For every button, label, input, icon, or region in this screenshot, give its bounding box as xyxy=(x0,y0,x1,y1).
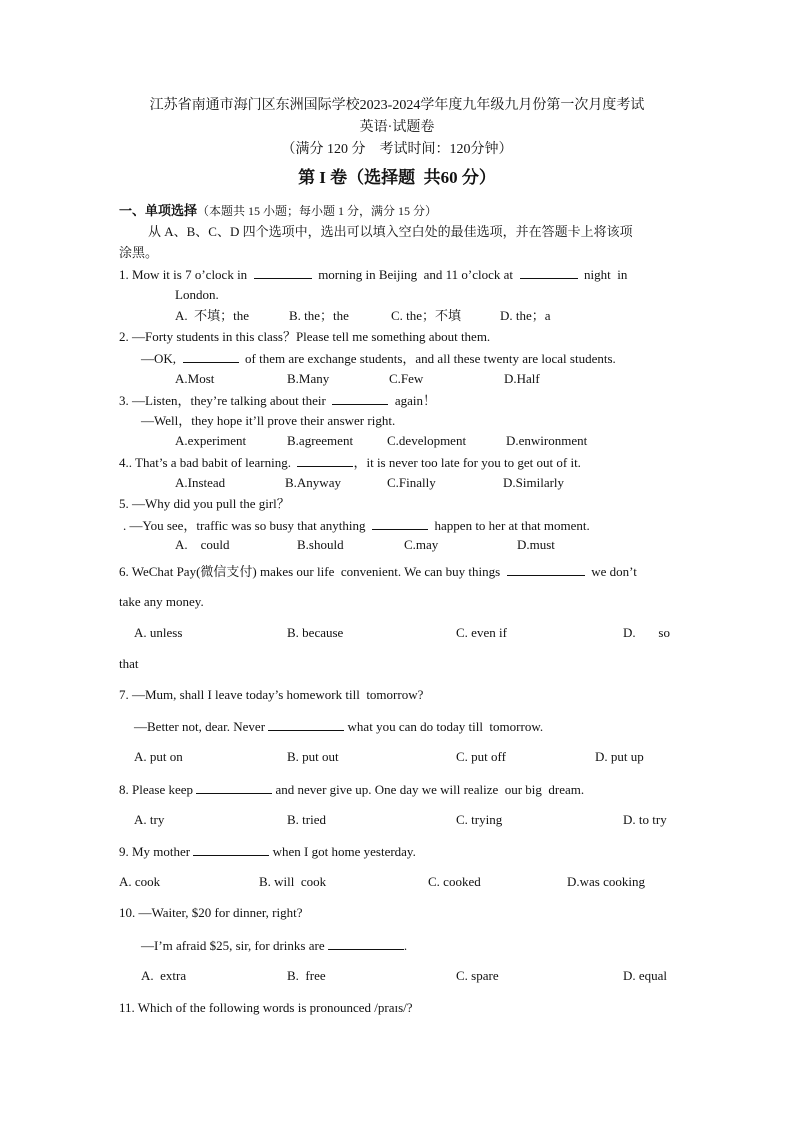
q2-line-2 xyxy=(141,350,616,367)
q5-line-2 xyxy=(123,517,590,534)
question-8 xyxy=(119,781,584,798)
q6-line-2: take any money. xyxy=(119,594,204,609)
q8-text-pre: 8. Please keep xyxy=(119,782,194,797)
q4-option-a: A.Instead xyxy=(175,475,226,490)
q9-option-c: C. cooked xyxy=(428,874,481,889)
q5-option-a: A. could xyxy=(175,537,230,552)
q10-option-d: D. equal xyxy=(623,968,668,983)
q6-option-d-wrap: that xyxy=(119,656,139,671)
q5-option-b: B.should xyxy=(297,537,344,552)
question-7: 7. —Mum, shall I leave today’s homework till tomorrow? xyxy=(119,687,424,702)
q4-text-post: ，it is never too late for you to get out of it. xyxy=(353,455,581,470)
q6-option-c: C. even if xyxy=(456,625,507,640)
q1-text-post: night in xyxy=(584,267,628,282)
q8-text-post: and never give up. One day we will realize our big dream. xyxy=(275,782,585,797)
q3-option-a: A.experiment xyxy=(175,433,247,448)
q10-text-pre: —I’m afraid $25, sir, for drinks are xyxy=(141,938,325,953)
q8-option-b: B. tried xyxy=(287,812,326,827)
exam-info: （满分 120 分 考试时间：120分钟） xyxy=(281,142,513,157)
question-11: 11. Which of the following words is pronounced /praɪs/? xyxy=(119,1000,413,1015)
q7-text-pre: —Better not, dear. Never xyxy=(134,719,266,734)
q1-text-mid: morning in Beijing and 11 o’clock at xyxy=(318,267,514,282)
q5-option-c: C.may xyxy=(404,537,439,552)
q6-text-post: we don’t xyxy=(591,564,637,579)
q6-option-a: A. unless xyxy=(134,625,183,640)
question-4 xyxy=(119,454,581,471)
question-3 xyxy=(119,392,436,409)
q10-option-a: A. extra xyxy=(141,968,187,983)
q3-blank xyxy=(332,392,388,405)
q9-text-pre: 9. My mother xyxy=(119,844,191,859)
q3-text-pre: 3. —Listen，they’re talking about their xyxy=(119,393,326,408)
q6-option-d: D. so xyxy=(623,625,670,640)
q2-option-c: C.Few xyxy=(389,371,424,386)
q10-option-b: B. free xyxy=(287,968,326,983)
question-10: 10. —Waiter, $20 for dinner, right? xyxy=(119,905,303,920)
section-heading-label: 一、单项选择 xyxy=(119,203,198,218)
q5-text-pre: . —You see，traffic was so busy that anything xyxy=(123,518,366,533)
section-heading xyxy=(119,203,437,219)
q2-blank xyxy=(183,350,239,363)
q8-option-a: A. try xyxy=(134,812,165,827)
q1-option-c: C. the；不填 xyxy=(391,308,462,323)
q7-option-b: B. put out xyxy=(287,749,339,764)
q1-text-pre: 1. Mow it is 7 o’clock in xyxy=(119,267,248,282)
q10-text-post: . xyxy=(403,938,408,953)
q7-option-d: D. put up xyxy=(595,749,644,764)
q4-option-c: C.Finally xyxy=(387,475,436,490)
question-9 xyxy=(119,843,416,860)
question-6 xyxy=(119,563,637,580)
q3-text-post: again！ xyxy=(394,393,437,408)
q8-option-d: D. to try xyxy=(623,812,667,827)
q1-line-2: London. xyxy=(175,287,219,302)
instructions-line-1: 从 A、B、C、D 四个选项中，选出可以填入空白处的最佳选项，并在答题卡上将该项 xyxy=(148,224,633,239)
q9-option-d: D.was cooking xyxy=(567,874,645,889)
question-1 xyxy=(119,266,627,283)
q2-text-post: of them are exchange students，and all these twenty are local students. xyxy=(245,351,616,366)
q2-text-pre: —OK, xyxy=(141,351,177,366)
subject-title: 英语·试题卷 xyxy=(359,120,435,135)
school-title: 江苏省南通市海门区东洲国际学校2023-2024学年度九年级九月份第一次月度考试 xyxy=(149,98,645,113)
q9-blank xyxy=(193,843,269,856)
q10-option-c: C. spare xyxy=(456,968,499,983)
q1-option-d: D. the；a xyxy=(500,308,551,323)
q7-text-post: what you can do today till tomorrow. xyxy=(347,719,544,734)
q1-blank-1 xyxy=(254,266,312,279)
q3-option-b: B.agreement xyxy=(287,433,354,448)
q2-option-b: B.Many xyxy=(287,371,330,386)
q4-blank xyxy=(297,454,353,467)
instructions-line-2: 涂黑。 xyxy=(119,245,159,260)
q8-option-c: C. trying xyxy=(456,812,503,827)
q8-blank xyxy=(196,781,272,794)
q10-blank xyxy=(328,937,404,950)
q9-option-b: B. will cook xyxy=(259,874,327,889)
q10-line-2 xyxy=(141,937,407,954)
q4-option-b: B.Anyway xyxy=(285,475,341,490)
q7-blank xyxy=(268,718,344,731)
q1-blank-2 xyxy=(520,266,578,279)
q5-option-d: D.must xyxy=(517,537,555,552)
q3-option-d: D.enwironment xyxy=(506,433,588,448)
q7-option-a: A. put on xyxy=(134,749,183,764)
q3-line-2: —Well，they hope it’ll prove their answer right. xyxy=(141,413,396,428)
q4-option-d: D.Similarly xyxy=(503,475,565,490)
q5-blank xyxy=(372,517,428,530)
q7-line-2 xyxy=(134,718,543,735)
q9-text-post: when I got home yesterday. xyxy=(272,844,416,859)
q4-text-pre: 4.. That’s a bad babit of learning. xyxy=(119,455,291,470)
q6-text-pre: 6. WeChat Pay(微信支付) makes our life convenient. We can buy things xyxy=(119,564,501,579)
q7-option-c: C. put off xyxy=(456,749,506,764)
q1-option-a: A. 不填；the xyxy=(175,308,250,323)
q2-option-d: D.Half xyxy=(504,371,540,386)
section-heading-note: （本题共 15 小题；每小题 1 分，满分 15 分） xyxy=(197,204,438,218)
q9-option-a: A. cook xyxy=(119,874,161,889)
q6-blank xyxy=(507,563,585,576)
q3-option-c: C.development xyxy=(387,433,467,448)
q6-option-b: B. because xyxy=(287,625,344,640)
question-2: 2. —Forty students in this class？Please tell me something about them. xyxy=(119,329,491,344)
part-title: 第 I 卷（选择题 共60 分） xyxy=(298,168,496,187)
question-5: 5. —Why did you pull the girl？ xyxy=(119,496,290,511)
q1-option-b: B. the；the xyxy=(289,308,349,323)
q2-option-a: A.Most xyxy=(175,371,215,386)
q5-text-post: happen to her at that moment. xyxy=(434,518,590,533)
